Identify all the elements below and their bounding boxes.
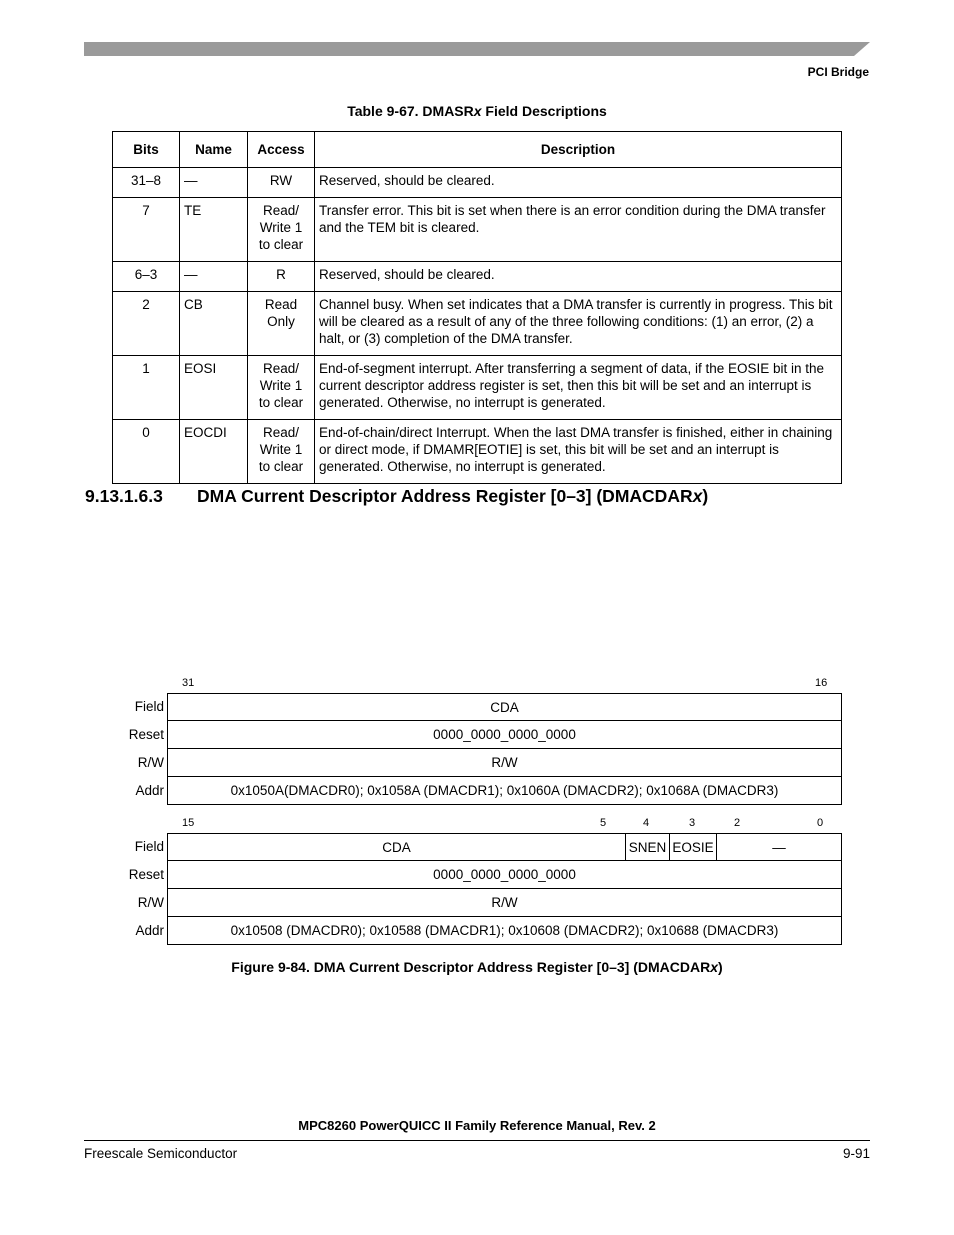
cell-name: TE <box>180 198 248 262</box>
footer-page-number: 9-91 <box>842 1146 870 1161</box>
cell-bits: 0 <box>113 420 180 484</box>
cell-access: Read/ Write 1 to clear <box>248 356 315 420</box>
field-descriptions-table <box>112 131 842 484</box>
bit-number-3: 3 <box>689 817 696 829</box>
cell-name: — <box>180 262 248 292</box>
row-label-rw: R/W <box>137 755 164 770</box>
row-label-rw: R/W <box>137 895 164 910</box>
cell-description: Channel busy. When set indicates that a DMA transfer is currently in progress. This bit will be cleared as a result of any of the three following conditions: (1) an error, (2) a halt, or (3) completion of the DMA transfer. <box>315 292 842 356</box>
register-addr-row <box>112 917 842 945</box>
table-header-row <box>113 132 842 168</box>
cell-description: Reserved, should be cleared. <box>315 262 842 292</box>
cell-access: Read Only <box>248 292 315 356</box>
cell-bits: 31–8 <box>113 168 180 198</box>
table-row <box>113 356 842 420</box>
register-rw-row <box>112 889 842 917</box>
table-row <box>113 292 842 356</box>
figure-caption: Figure 9-84. DMA Current Descriptor Address Register [0–3] (DMACDARx) <box>231 959 723 975</box>
cell-name: EOCDI <box>180 420 248 484</box>
reset-value-lower: 0000_0000_0000_0000 <box>433 867 576 882</box>
cell-access: Read/ Write 1 to clear <box>248 198 315 262</box>
cell-access: R <box>248 262 315 292</box>
cell-bits: 6–3 <box>113 262 180 292</box>
field-snen: SNEN <box>626 834 670 860</box>
reset-value-upper: 0000_0000_0000_0000 <box>433 727 576 742</box>
rw-value-upper: R/W <box>491 755 518 770</box>
register-reset-row <box>112 861 842 889</box>
cell-bits: 1 <box>113 356 180 420</box>
cell-description: End-of-segment interrupt. After transferring a segment of data, if the EOSIE bit in the current descriptor address register is set, then this bit will be set and an interrupt is generated. Otherwise, no interrupt is generated. <box>315 356 842 420</box>
register-reset-row <box>112 721 842 749</box>
table-caption: Table 9-67. DMASRx Field Descriptions <box>347 103 607 119</box>
bit-number-31: 31 <box>182 677 195 689</box>
cell-name: CB <box>180 292 248 356</box>
col-header-name: Name <box>180 132 248 168</box>
table-row <box>113 262 842 292</box>
table-row <box>113 420 842 484</box>
cell-bits: 7 <box>113 198 180 262</box>
cell-name: — <box>180 168 248 198</box>
bit-number-4: 4 <box>643 817 650 829</box>
footer-divider <box>84 1140 870 1141</box>
field-cda-upper: CDA <box>490 699 519 715</box>
field-reserved: — <box>772 839 786 855</box>
bit-number-15: 15 <box>182 817 195 829</box>
header-bar <box>84 42 870 56</box>
row-label-addr: Addr <box>135 783 164 798</box>
field-eosie: EOSIE <box>670 834 717 860</box>
col-header-bits: Bits <box>113 132 180 168</box>
cell-description: Reserved, should be cleared. <box>315 168 842 198</box>
field-cda-lower: CDA <box>168 834 626 860</box>
section-heading: 9.13.1.6.3 DMA Current Descriptor Address Register [0–3] (DMACDARx) <box>85 486 709 506</box>
table-row <box>113 198 842 262</box>
footer-company: Freescale Semiconductor <box>84 1146 238 1161</box>
cell-name: EOSI <box>180 356 248 420</box>
bit-number-2: 2 <box>734 817 741 829</box>
bit-number-5: 5 <box>600 817 607 829</box>
cell-bits: 2 <box>113 292 180 356</box>
bit-number-16: 16 <box>815 677 828 689</box>
register-addr-row <box>112 777 842 805</box>
cell-access: RW <box>248 168 315 198</box>
addr-value-lower: 0x10508 (DMACDR0); 0x10588 (DMACDR1); 0x10608 (DMACDR2); 0x10688 (DMACDR3) <box>230 923 779 938</box>
addr-value-upper: 0x1050A(DMACDR0); 0x1058A (DMACDR1); 0x1060A (DMACDR2); 0x1068A (DMACDR3) <box>230 783 779 798</box>
register-field-row <box>112 693 842 721</box>
rw-value-lower: R/W <box>491 895 518 910</box>
cell-description: Transfer error. This bit is set when there is an error condition during the DMA transfer and the TEM bit is cleared. <box>315 198 842 262</box>
register-lower-half <box>112 816 842 946</box>
row-label-field: Field <box>134 839 164 854</box>
register-upper-half <box>112 676 842 806</box>
table-row <box>113 168 842 198</box>
col-header-access: Access <box>248 132 315 168</box>
row-label-addr: Addr <box>135 923 164 938</box>
row-label-field: Field <box>134 699 164 714</box>
bit-number-0: 0 <box>817 817 824 829</box>
register-field-row <box>112 833 842 861</box>
running-header-section: PCI Bridge <box>807 65 869 79</box>
row-label-reset: Reset <box>128 867 164 882</box>
cell-description: End-of-chain/direct Interrupt. When the last DMA transfer is finished, either in chaining or direct mode, if DMAMR[EOTIE] is set, this bit will be set and an interrupt is generated. Otherwise, no interrupt is generated. <box>315 420 842 484</box>
row-label-reset: Reset <box>128 727 164 742</box>
register-rw-row <box>112 749 842 777</box>
col-header-description: Description <box>315 132 842 168</box>
cell-access: Read/ Write 1 to clear <box>248 420 315 484</box>
footer-manual-title: MPC8260 PowerQUICC II Family Reference Manual, Rev. 2 <box>298 1118 656 1133</box>
